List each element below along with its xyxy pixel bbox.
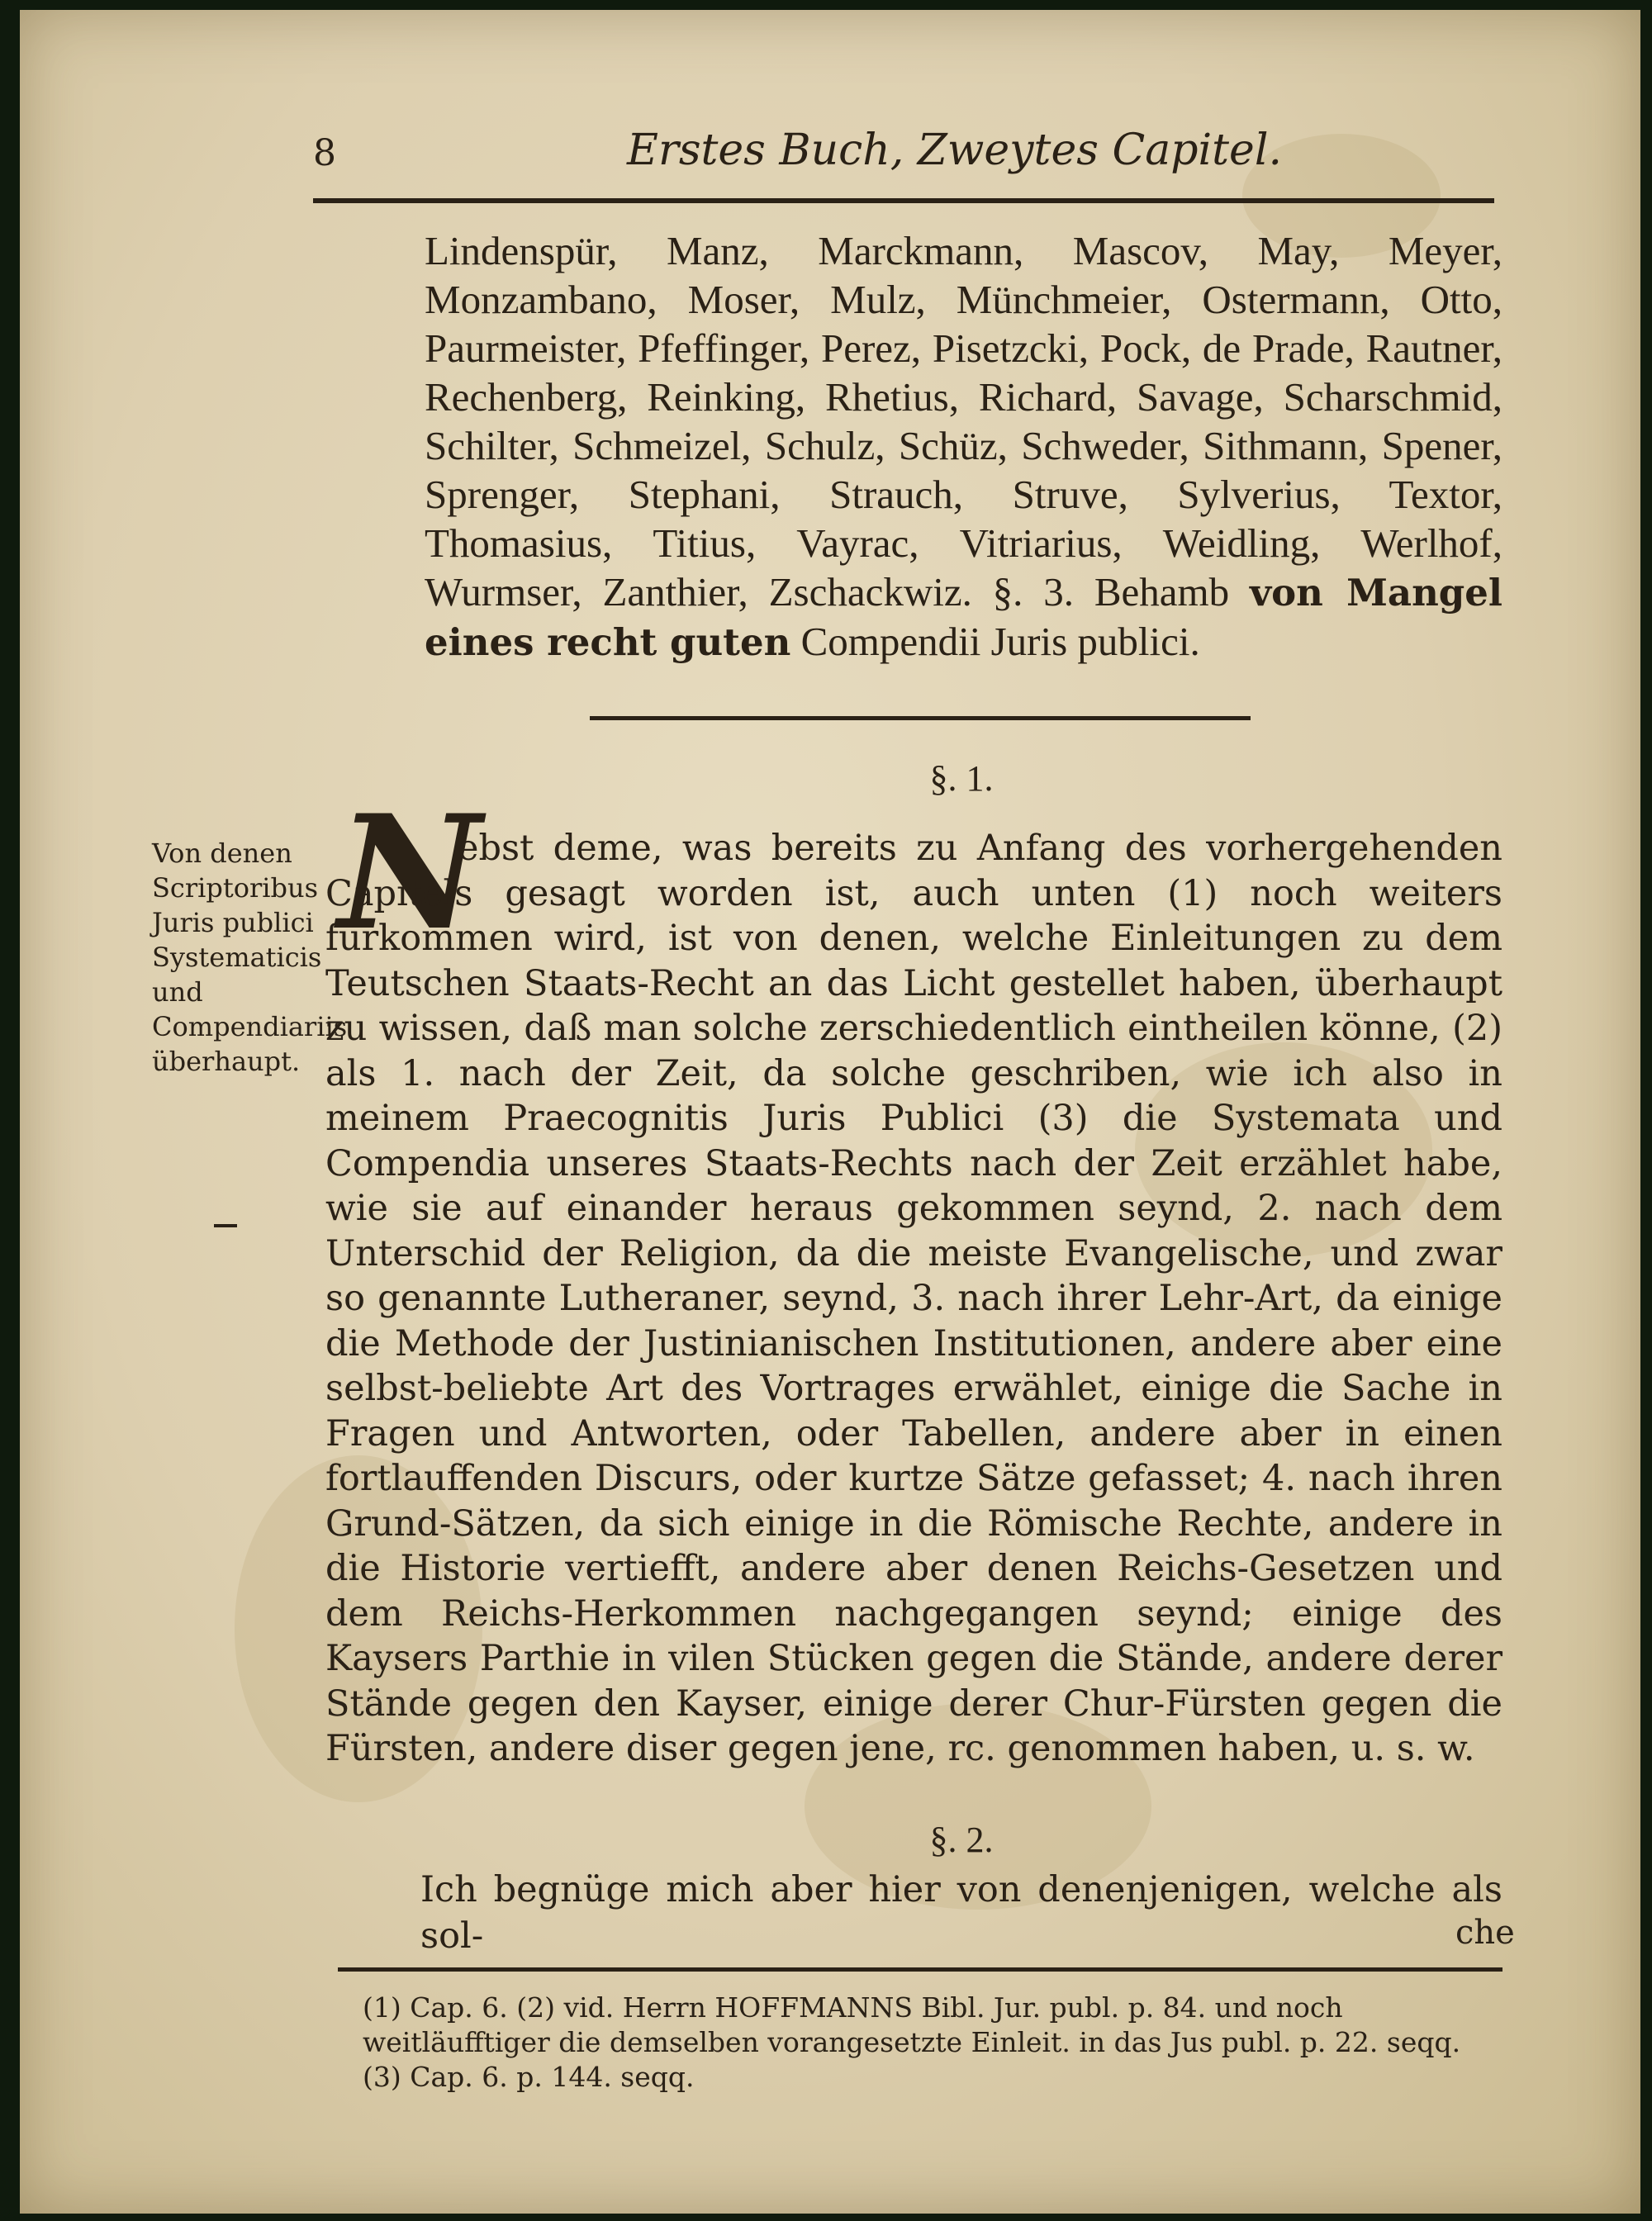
margin-dash bbox=[214, 1224, 237, 1227]
section-divider-rule bbox=[590, 716, 1251, 720]
section-2-text: Ich begnüge mich aber hier von denenjenigen, welche als sol- bbox=[420, 1869, 1502, 1957]
page-header bbox=[313, 126, 1494, 192]
name-list-gothic-tail: von Mangel eines recht guten bbox=[425, 571, 1502, 664]
catchword: che bbox=[1455, 1914, 1515, 1952]
book-page bbox=[20, 10, 1640, 2214]
name-list-text: Lindenspür, Manz, Marckmann, Mascov, May, Meyer, Monzambano, Moser, Mulz, Münchmeier, Ostermann, Otto, Paurmeister, Pfeffinger, Perez, Pisetzcki, Pock, de Prade, Rautner, Rechenberg, Reinking, Rhetius, Richard, Savage, Scharschmid, Schilter, Schmeizel, Schulz, Schüz, Schweder, Sithmann, Spener, Sprenger, Stephani, Strauch, Struve, Sylverius, Textor, Thomasius, Titius, Vayrac, Vitriarius, Weidling, Werlhof, Wurmser, Zanthier, Zschackwiz. §. 3. Behamb bbox=[425, 228, 1502, 615]
section-2-mark: §. 2. bbox=[929, 1820, 994, 1860]
margin-note: Von denen Scriptoribus Juris publici Systematicis und Compendiariis überhaupt. bbox=[152, 838, 348, 1077]
footnotes: (1) Cap. 6. (2) vid. Herrn HOFFMANNS Bibl. Jur. publ. p. 84. und noch weitläufftiger die demselben vorangesetzte Einleit. in das Jus publ. p. 22. seqq. (3) Cap. 6. p. 144. seqq. bbox=[363, 1991, 1461, 2093]
section-1-text: ebst deme, was bereits zu Anfang des vorhergehenden Capitels gesagt worden ist, auch unten (1) noch weiters fürkommen wird, ist von denen, welche Einleitungen zu dem Teutschen Staats-Recht an das Licht gestellet haben, überhaupt zu wissen, daß man solche zerschiedentlich eintheilen könne, (2) als 1. nach der Zeit, da solche geschriben, wie ich also in meinem Praecognitis Juris Publici (3) die Systemata und Compendia unseres Staats-Rechts nach der Zeit erzählet habe, wie sie auf einander heraus gekommen seynd, 2. nach dem Unterschid der Religion, da die meiste Evangelische, und zwar so genannte Lutheraner, seynd, 3. nach ihrer Lehr-Art, da einige die Methode der Justinianischen Institutionen, andere aber eine selbst-beliebte Art des Vortrages erwählet, einige die Sache in Fragen und Antworten, oder Tabellen, andere aber in einen fortlauffenden Discurs, oder kurtze Sätze gefasset; 4. nach ihren Grund-Sätzen, da sich einige in die Römische Rechte, andere in die Historie vertiefft, andere aber denen Reichs-Gesetzen und dem Reichs-Herkommen nachgegangen seynd; einige des Kaysers Parthie in vilen Stücken gegen die Stände, andere derer Stände gegen den Kayser, einige derer Chur-Fürsten gegen die Fürsten, andere diser gegen jene, rc. genommen haben, u. s. w. bbox=[325, 828, 1502, 1769]
drop-cap-initial: N bbox=[338, 781, 482, 965]
footnote-rule bbox=[338, 1967, 1502, 1972]
page-number: 8 bbox=[313, 132, 336, 174]
running-title: Erstes Buch, Zweytes Capitel. bbox=[627, 126, 1282, 175]
name-list-latin-tail: Compendii Juris publici. bbox=[800, 619, 1200, 664]
author-name-list bbox=[425, 226, 1502, 667]
header-rule bbox=[313, 198, 1494, 203]
section-1-mark: §. 1. bbox=[929, 758, 994, 799]
